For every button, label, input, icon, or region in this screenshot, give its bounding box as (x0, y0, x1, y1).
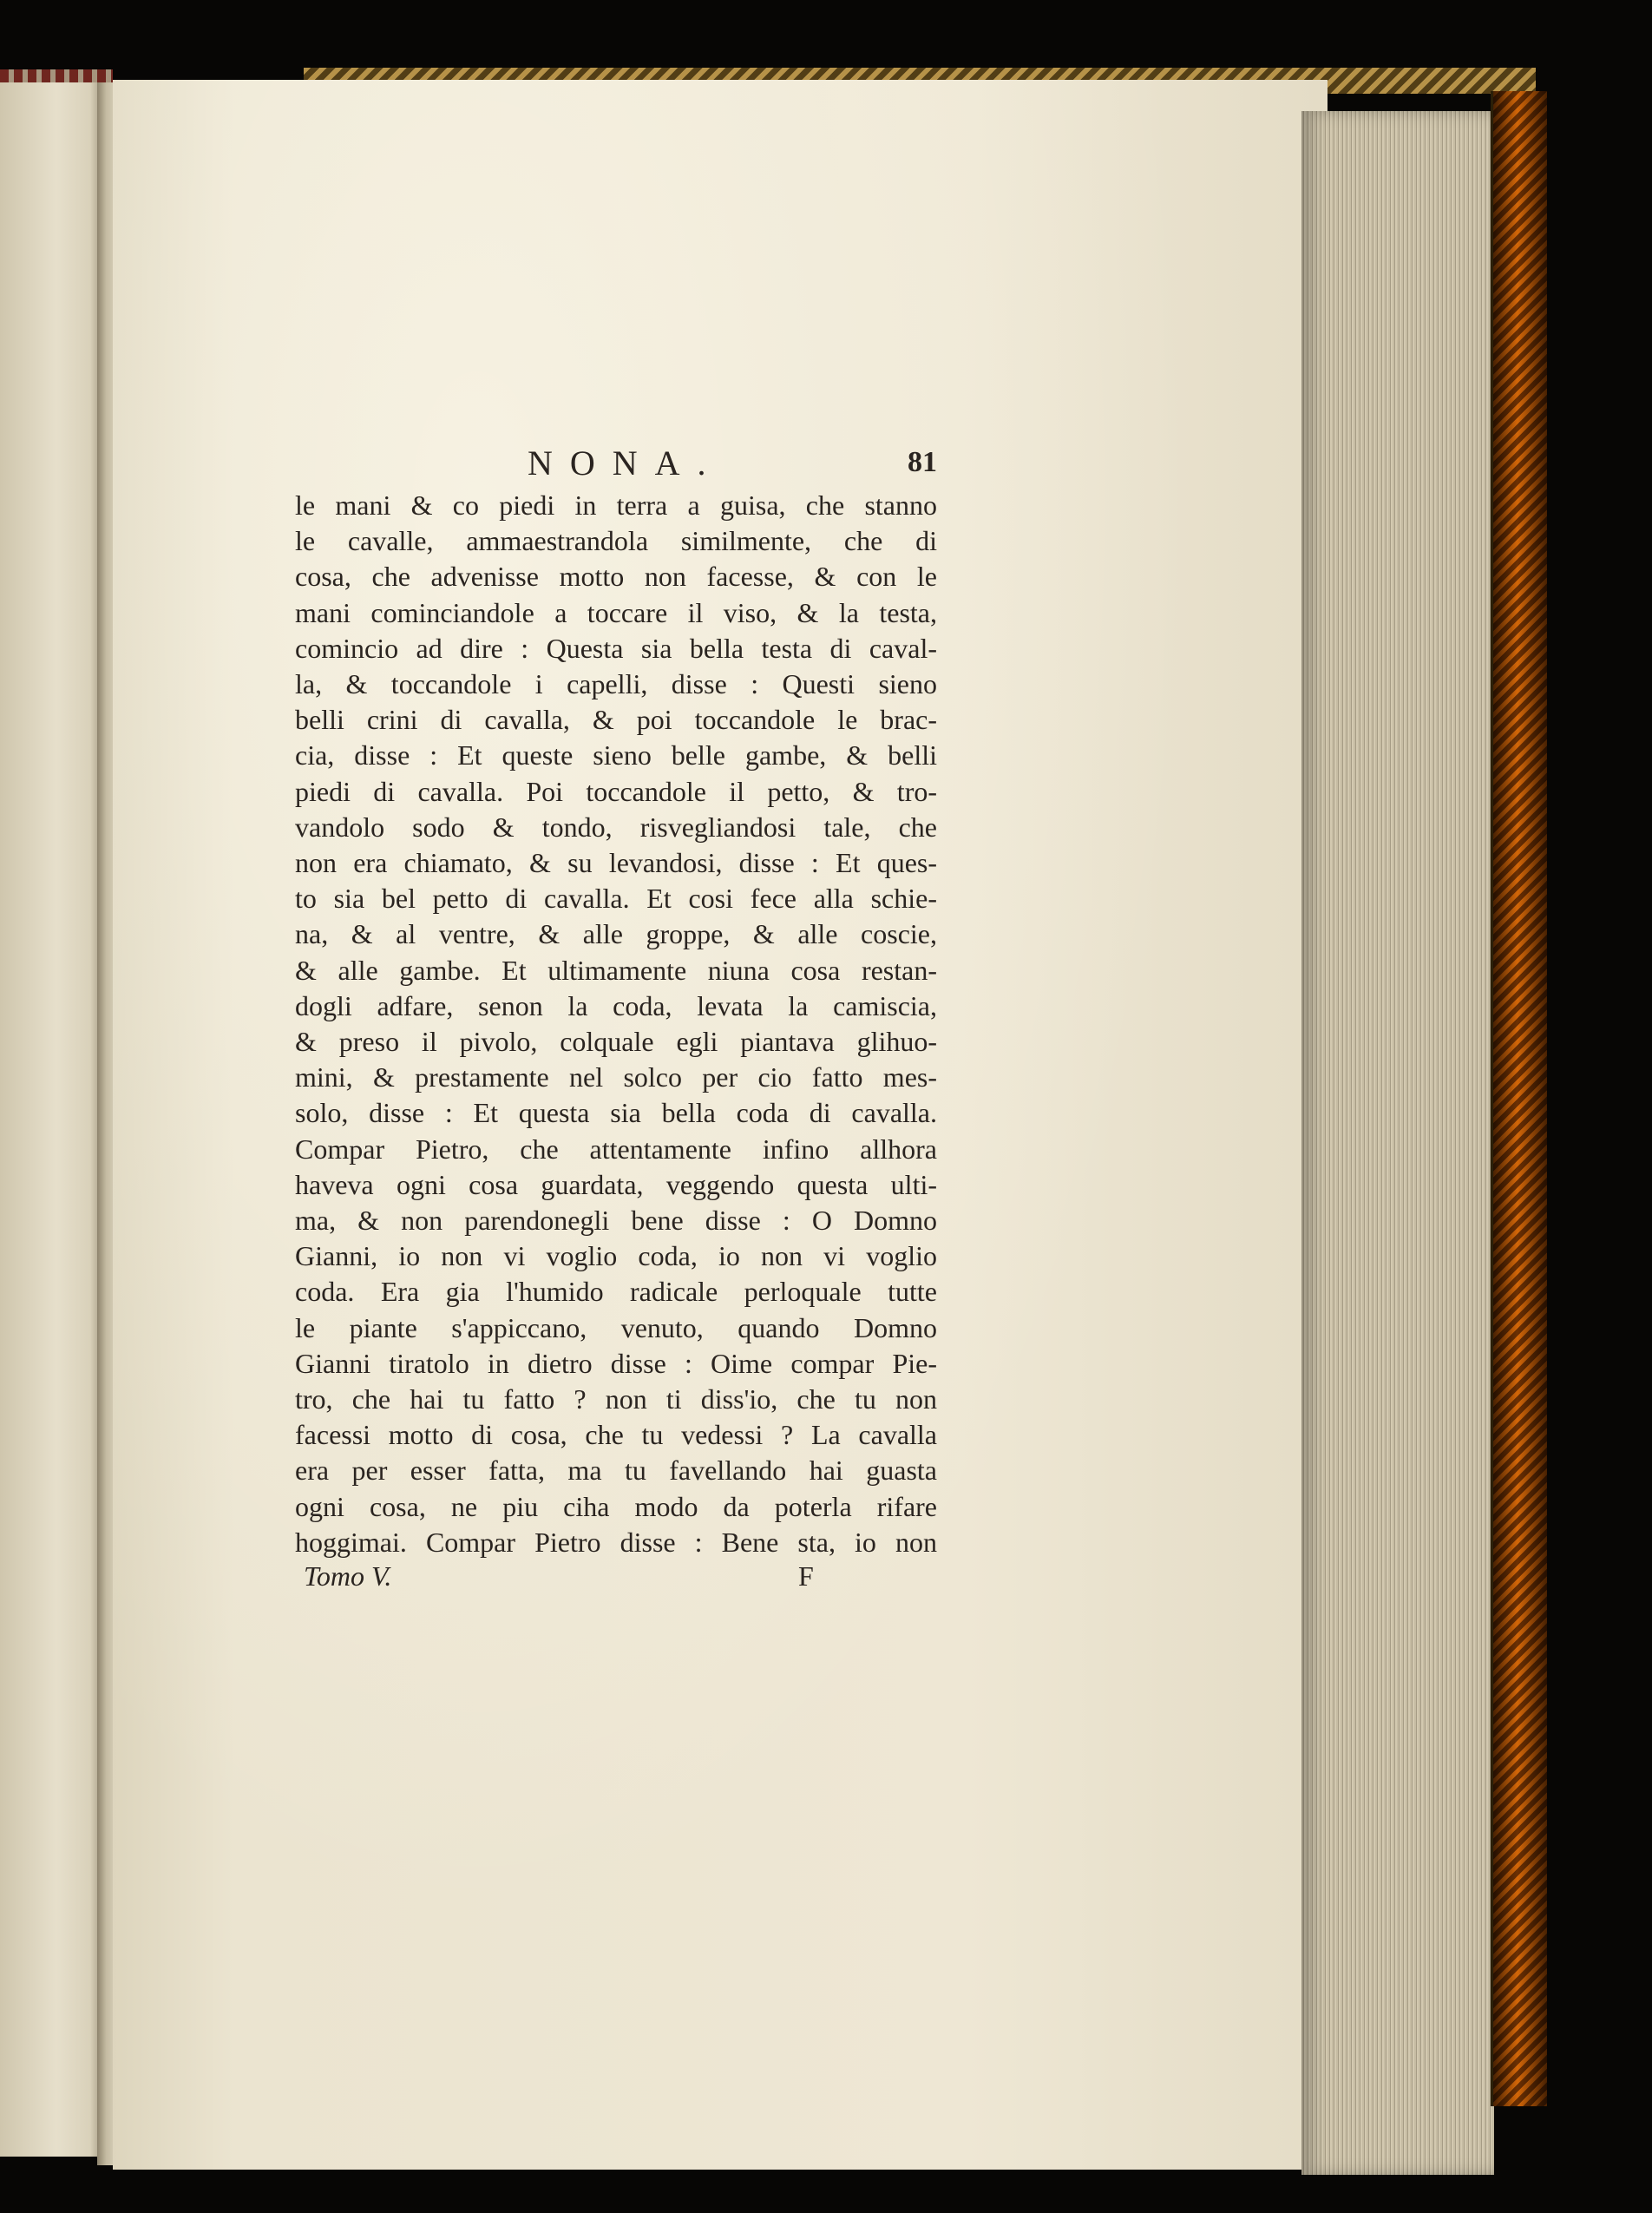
text-line: cosa, che advenisse motto non facesse, & con le (295, 561, 937, 593)
text-line: era per esser fatta, ma tu favellando hai guasta (295, 1455, 937, 1487)
text-line: piedi di cavalla. Poi toccandole il petto, & tro- (295, 775, 937, 807)
fore-edge-leaves (1301, 111, 1494, 2175)
text-line: belli crini di cavalla, & poi toccandole le brac- (295, 704, 937, 736)
text-line: haveva ogni cosa guardata, veggendo questa ulti- (295, 1168, 937, 1200)
left-page-edge (0, 69, 113, 83)
text-line: facessi motto di cosa, che tu vedessi ? La cavalla (295, 1419, 937, 1451)
text-line: le mani & co piedi in terra a guisa, che stanno (295, 489, 937, 521)
text-line: na, & al ventre, & alle groppe, & alle coscie, (295, 918, 937, 950)
text-line: to sia bel petto di cavalla. Et cosi fece alla schie- (295, 883, 937, 915)
text-line: cia, disse : Et queste sieno belle gambe, & belli (295, 739, 937, 772)
text-line: comincio ad dire : Questa sia bella testa di caval- (295, 632, 937, 664)
text-line: Gianni, io non vi voglio coda, io non vi voglio (295, 1240, 937, 1272)
page-number: 81 (908, 446, 937, 478)
text-line: tro, che hai tu fatto ? non ti diss'io, che tu non (295, 1383, 937, 1415)
text-line: le piante s'appiccano, venuto, quando Domno (295, 1311, 937, 1343)
text-line: hoggimai. Compar Pietro disse : Bene sta, io non (295, 1526, 937, 1558)
text-line: non era chiamato, & su levandosi, disse : Et ques- (295, 847, 937, 879)
text-line: ma, & non parendonegli bene disse : O Domno (295, 1205, 937, 1237)
text-line: solo, disse : Et questa sia bella coda di cavalla. (295, 1097, 937, 1129)
left-facing-page (0, 82, 102, 2157)
text-line: dogli adfare, senon la coda, levata la camiscia, (295, 989, 937, 1021)
text-line: la, & toccandole i capelli, disse : Questi sieno (295, 668, 937, 700)
text-line: vandolo sodo & tondo, risvegliandosi tale, che (295, 811, 937, 843)
text-block (295, 443, 937, 1595)
text-line: ogni cosa, ne piu ciha modo da poterla rifare (295, 1490, 937, 1522)
text-line: Gianni tiratolo in dietro disse : Oime compar Pie- (295, 1347, 937, 1379)
text-line: le cavalle, ammaestrandola similmente, che di (295, 525, 937, 557)
text-line: Compar Pietro, che attentamente infino allhora (295, 1133, 937, 1165)
text-line: & preso il pivolo, colquale egli piantava glihuo- (295, 1026, 937, 1058)
running-head (295, 443, 937, 488)
text-line: coda. Era gia l'humido radicale perloquale tutte (295, 1276, 937, 1308)
text-line: mani cominciandole a toccare il viso, & la testa, (295, 596, 937, 628)
gilt-border (1491, 91, 1547, 2106)
page-footer (295, 1560, 937, 1595)
text-line: mini, & prestamente nel solco per cio fatto mes- (295, 1061, 937, 1093)
running-head-title: NONA. (528, 443, 724, 483)
volume-mark: Tomo V. (304, 1560, 392, 1592)
signature-mark: F (798, 1560, 814, 1592)
text-line: & alle gambe. Et ultimamente niuna cosa restan- (295, 954, 937, 986)
